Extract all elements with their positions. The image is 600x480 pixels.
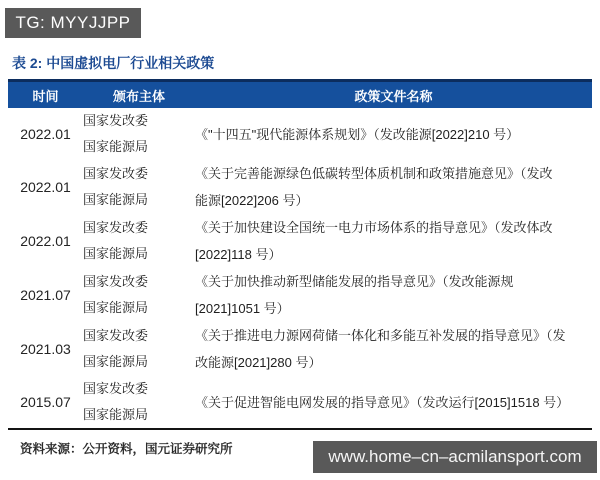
policy-line: 《关于加快推动新型储能发展的指导意见》（发改能源规 xyxy=(195,274,514,289)
policy-date: 2022.01 xyxy=(20,179,71,195)
policy-date: 2021.07 xyxy=(20,287,71,303)
policy-name xyxy=(195,268,592,322)
policy-issuer xyxy=(83,323,195,375)
policy-line: 能源[2022]206 号） xyxy=(195,193,309,208)
issuer-line: 国家发改委 xyxy=(83,166,149,181)
issuer-line: 国家发改委 xyxy=(83,381,149,396)
policy-issuer xyxy=(83,376,195,428)
policy-line: 《关于推进电力源网荷储一体化和多能互补发展的指导意见》（发 xyxy=(195,328,566,343)
issuer-line: 国家能源局 xyxy=(83,354,149,369)
table-row xyxy=(8,160,592,214)
report-table-section xyxy=(8,53,592,457)
issuer-line: 国家能源局 xyxy=(83,246,149,261)
policy-line: 《关于加快建设全国统一电力市场体系的指导意见》（发改体改 xyxy=(195,220,553,235)
policy-issuer xyxy=(83,215,195,267)
policy-line: 《关于促进智能电网发展的指导意见》（发改运行[2015]1518 号） xyxy=(195,394,570,410)
tg-watermark-badge xyxy=(5,8,141,38)
policy-line: 《"十四五"现代能源体系规划》（发改能源[2022]210 号） xyxy=(195,126,520,142)
policy-date: 2015.07 xyxy=(20,394,71,410)
issuer-line: 国家发改委 xyxy=(83,274,149,289)
column-header-policy-name: 政策文件名称 xyxy=(354,88,433,104)
table-row xyxy=(8,322,592,376)
issuer-line: 国家发改委 xyxy=(83,113,149,128)
issuer-line: 国家能源局 xyxy=(83,139,149,154)
site-watermark-text: www.home–cn–acmilansport.com xyxy=(328,447,582,466)
policy-date: 2022.01 xyxy=(20,233,71,249)
policy-line: 《关于完善能源绿色低碳转型体质机制和政策措施意见》（发改 xyxy=(195,166,553,181)
policy-name xyxy=(195,389,592,416)
table-row xyxy=(8,108,592,160)
table-row xyxy=(8,214,592,268)
source-note: 资料来源：公开资料，国元证券研究所 xyxy=(20,441,233,456)
table-row xyxy=(8,268,592,322)
policy-name xyxy=(195,121,592,148)
table-body xyxy=(8,108,592,430)
policy-date: 2021.03 xyxy=(20,341,71,357)
policy-date: 2022.01 xyxy=(20,126,71,142)
column-header-time: 时间 xyxy=(32,88,59,104)
issuer-line: 国家能源局 xyxy=(83,407,149,422)
tg-watermark-text: TG: MYYJJPP xyxy=(15,13,131,32)
table-row xyxy=(8,376,592,428)
policy-name xyxy=(195,322,592,376)
table-title: 表 2: 中国虚拟电厂行业相关政策 xyxy=(12,55,215,71)
column-header-issuer: 颁布主体 xyxy=(112,88,165,104)
policy-issuer xyxy=(83,269,195,321)
policy-issuer xyxy=(83,161,195,213)
issuer-line: 国家能源局 xyxy=(83,300,149,315)
policy-name xyxy=(195,214,592,268)
site-watermark-badge xyxy=(313,441,597,473)
issuer-line: 国家发改委 xyxy=(83,328,149,343)
policy-line: 改能源[2021]280 号） xyxy=(195,355,322,370)
policy-issuer xyxy=(83,108,195,160)
policy-name xyxy=(195,160,592,214)
issuer-line: 国家发改委 xyxy=(83,220,149,235)
issuer-line: 国家能源局 xyxy=(83,192,149,207)
table-header-row xyxy=(8,79,592,108)
policy-line: [2022]118 号） xyxy=(195,247,282,262)
policy-line: [2021]1051 号） xyxy=(195,301,290,316)
